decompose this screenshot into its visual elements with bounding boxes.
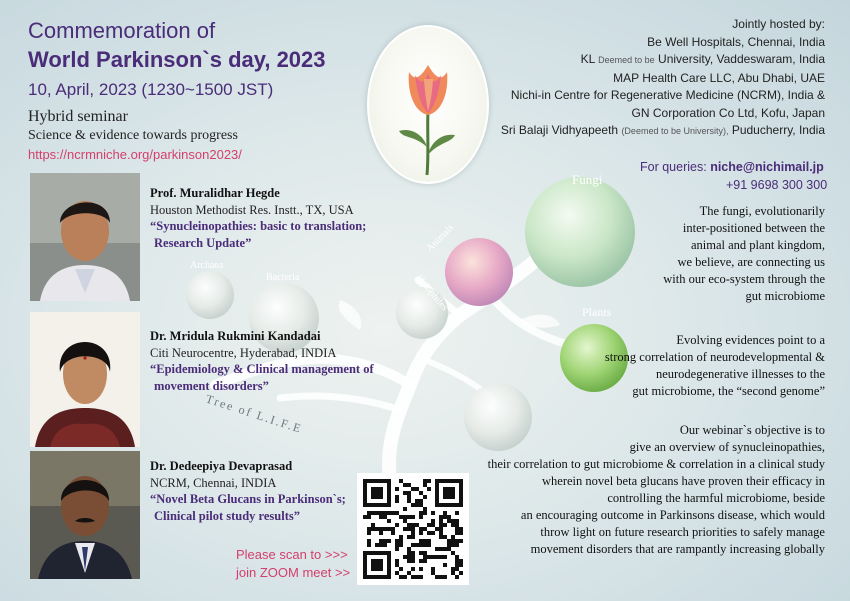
- speaker-info-2: [150, 328, 374, 394]
- speaker-talk-title: “Epidemiology & Clinical management of: [150, 362, 374, 376]
- fungi-label: Fungi: [572, 172, 603, 187]
- bacteria-label: Bacteria: [266, 272, 300, 283]
- speaker-talk-title: “Novel Beta Glucans in Parkinson`s;: [150, 492, 346, 506]
- host-line: Sri Balaji Vidhyapeeth (Deemed to be University), Puducherry, India: [500, 123, 825, 137]
- scan-instruction: Please scan to >>> join ZOOM meet >>: [236, 547, 351, 580]
- archaea-sphere: [186, 271, 234, 319]
- host-line: GN Corporation Co Ltd, Kofu, Japan: [631, 105, 825, 120]
- queries-label: For queries:: [640, 160, 707, 174]
- poster-title-line2: World Parkinson`s day, 2023: [28, 47, 326, 72]
- tree-leaf: [339, 300, 362, 330]
- speaker-affiliation: Citi Neurocentre, Hyderabad, INDIA: [150, 345, 337, 360]
- event-url-link[interactable]: https://ncrmniche.org/parkinson2023/: [28, 147, 242, 162]
- queries-phone: +91 9698 300 300: [726, 178, 828, 192]
- speaker-info-3: [150, 458, 346, 524]
- qr-code-icon: [357, 473, 469, 585]
- plants-label: Plants: [582, 305, 612, 319]
- queries-email-link[interactable]: niche@nichimail.jp: [710, 160, 824, 174]
- speaker-talk-title: “Synucleinopathies: basic to translation;: [150, 219, 367, 233]
- speaker-affiliation: NCRM, Chennai, INDIA: [150, 475, 277, 490]
- speaker-talk-title: Clinical pilot study results”: [154, 508, 300, 523]
- speaker-photo-hegde: [30, 173, 140, 301]
- speaker-affiliation: Houston Methodist Res. Instt., TX, USA: [150, 202, 354, 217]
- halophiles-label: Halophiles: [413, 272, 450, 314]
- animals-label: Animals: [424, 222, 457, 255]
- event-date: 10, April, 2023 (1230~1500 JST): [28, 80, 274, 99]
- tree-of-life-label: Tree of L.I.F.E: [204, 391, 305, 437]
- fungi-sphere: [525, 177, 635, 287]
- speaker-name: Dr. Dedeepiya Devaprasad: [150, 459, 293, 473]
- host-line: Be Well Hospitals, Chennai, India: [647, 34, 825, 49]
- host-line: Nichi-in Centre for Regenerative Medicine (NCRM), India &: [510, 88, 825, 102]
- speaker-name: Prof. Muralidhar Hegde: [150, 186, 280, 200]
- speaker-photo-devaprasad: [30, 451, 140, 579]
- objective-paragraph: Our webinar`s objective is to give an overview of synucleinopathies, their correlation to gut microbiome & correlation in a clinical study wherein novel beta glucans have proven their efficacy in controlling the harmful microbiome, beside an encouraging outcome in Parkinsons disease, which would throw light on future research priorities to safely manage movement disorders that are rampantly increasing globally: [487, 423, 825, 556]
- animals-sphere: [445, 238, 513, 306]
- event-format: Hybrid seminar: [28, 108, 128, 125]
- tulip-oval: [367, 25, 489, 184]
- evidence-paragraph: Evolving evidences point to a strong correlation of neurodevelopmental & neurodegenerative illnesses to the gut microbiome, the “second genome”: [604, 333, 825, 398]
- hosts-block: [501, 16, 825, 141]
- hosts-heading: Jointly hosted by:: [732, 17, 825, 31]
- host-line: MAP Health Care LLC, Abu Dhabi, UAE: [613, 70, 825, 85]
- tree-branch: [280, 396, 400, 410]
- zoom-qr-code[interactable]: [357, 473, 469, 585]
- speaker-talk-title: movement disorders”: [154, 378, 269, 393]
- archaea-label: Archaea: [190, 260, 224, 271]
- speaker-name: Dr. Mridula Rukmini Kandadai: [150, 329, 321, 343]
- event-tagline: Science & evidence towards progress: [28, 128, 238, 143]
- fungi-paragraph: The fungi, evolutionarily inter-positioned between the animal and plant kingdom, we believe, are connecting us with our eco-system through the gut microbiome: [663, 204, 825, 303]
- tulip-icon: [369, 27, 487, 182]
- speaker-talk-title: Research Update”: [154, 235, 252, 250]
- queries-contact: [640, 160, 824, 174]
- speaker-photo-kandadai: [30, 312, 140, 447]
- host-line: KL Deemed to be University, Vaddeswaram, India: [580, 52, 825, 66]
- poster-title-line1: Commemoration of: [28, 18, 216, 43]
- speaker-info-1: [150, 185, 366, 251]
